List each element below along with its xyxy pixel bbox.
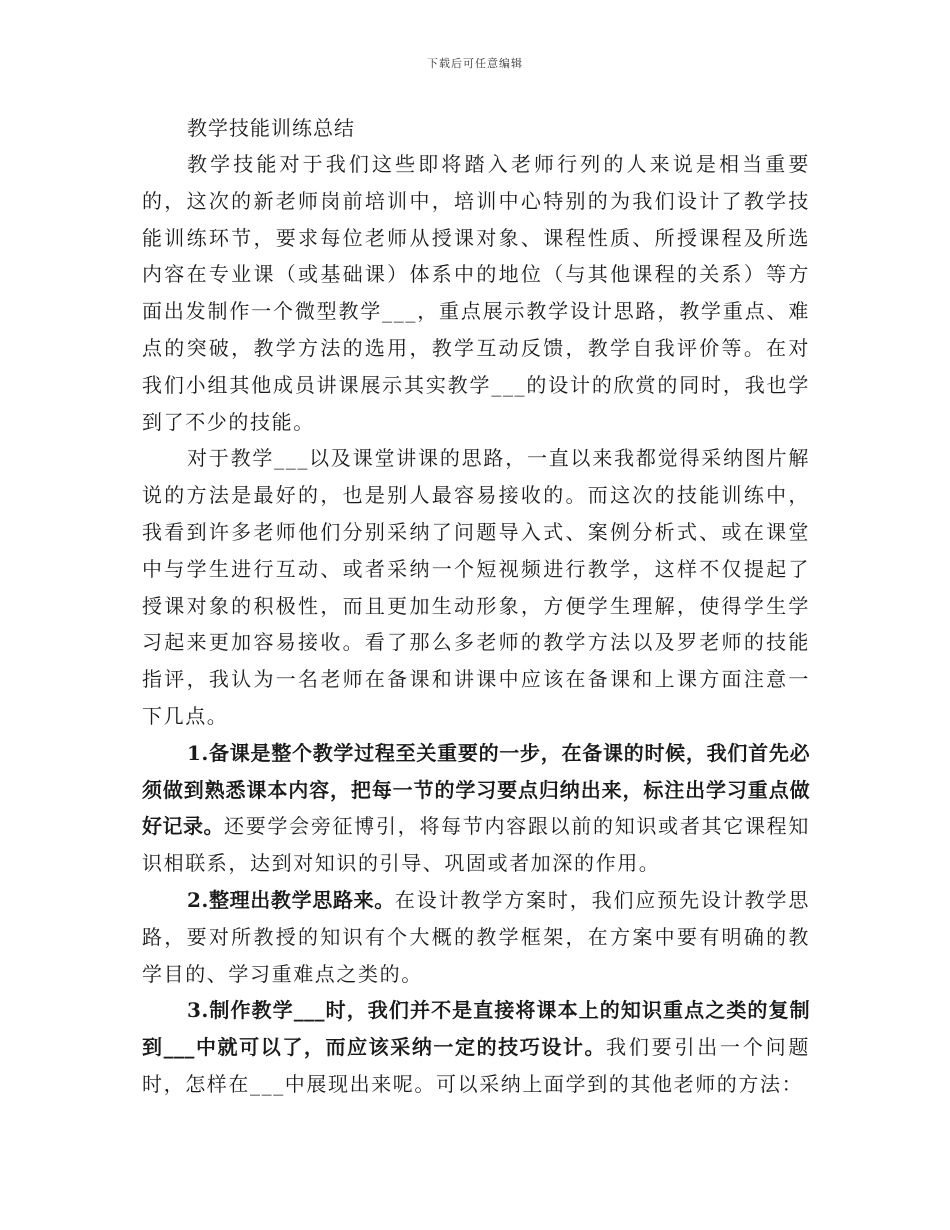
paragraph-text: 在设计教学方案时，我们应预先设计教学思路，要对所教授的知识有个大概的教学框架，在方案中要有明确的教学目的、学习重难点之类的。	[142, 887, 810, 986]
paragraph-text: 还要学会旁征博引，将每节内容跟以前的知识或者其它课程知识相联系，达到对知识的引导、巩固或者加深的作用。	[142, 814, 810, 876]
document-title: 教学技能训练总结	[187, 116, 355, 140]
header-note: 下载后可任意编辑	[427, 57, 523, 70]
paragraph-lead-bold: 3.制作教学___时，我们并不是直接将课本上的知识重点之类的复制到___中就可以了，而应该采纳一定的技巧设计。	[142, 998, 810, 1060]
paragraph-1	[142, 146, 810, 440]
document-body	[142, 110, 810, 1103]
paragraph-text: 我们要引出一个问题时，怎样在___中展现出来呢。可以采纳上面学到的其他老师的方法：	[142, 1035, 810, 1096]
paragraph-5	[142, 992, 810, 1102]
paragraph-text: 对于教学___以及课堂讲课的思路，一直以来我都觉得采纳图片解说的方法是最好的，也是别人最容易接收的。而这次的技能训练中，我看到许多老师他们分别采纳了问题导入式、案例分析式、或在课堂中与学生进行互动、或者采纳一个短视频进行教学，这样不仅提起了授课对象的积极性，而且更加生动形象，方便学生理解，使得学生学习起来更加容易接收。看了那么多老师的教学方法以及罗老师的技能指评，我认为一名老师在备课和讲课中应该在备课和上课方面注意一下几点。	[142, 446, 810, 728]
paragraph-text: 教学技能对于我们这些即将踏入老师行列的人来说是相当重要的，这次的新老师岗前培训中，培训中心特别的为我们设计了教学技能训练环节，要求每位老师从授课对象、课程性质、所授课程及所选内容在专业课（或基础课）体系中的地位（与其他课程的关系）等方面出发制作一个微型教学___，重点展示教学设计思路，教学重点、难点的突破，教学方法的选用，教学互动反馈，教学自我评价等。在对我们小组其他成员讲课展示其实教学___的设计的欣赏的同时，我也学到了不少的技能。	[142, 152, 810, 434]
paragraph-lead-bold: 1.备课是整个教学过程至关重要的一步，在备课的时候，我们首先必须做到熟悉课本内容，把每一节的学习要点归纳出来，标注出学习重点做好记录。	[142, 740, 810, 839]
paragraph-2	[142, 440, 810, 734]
paragraph-lead-bold: 2.整理出教学思路来。	[187, 887, 395, 912]
paragraph-4	[142, 882, 810, 992]
paragraph-3	[142, 735, 810, 882]
